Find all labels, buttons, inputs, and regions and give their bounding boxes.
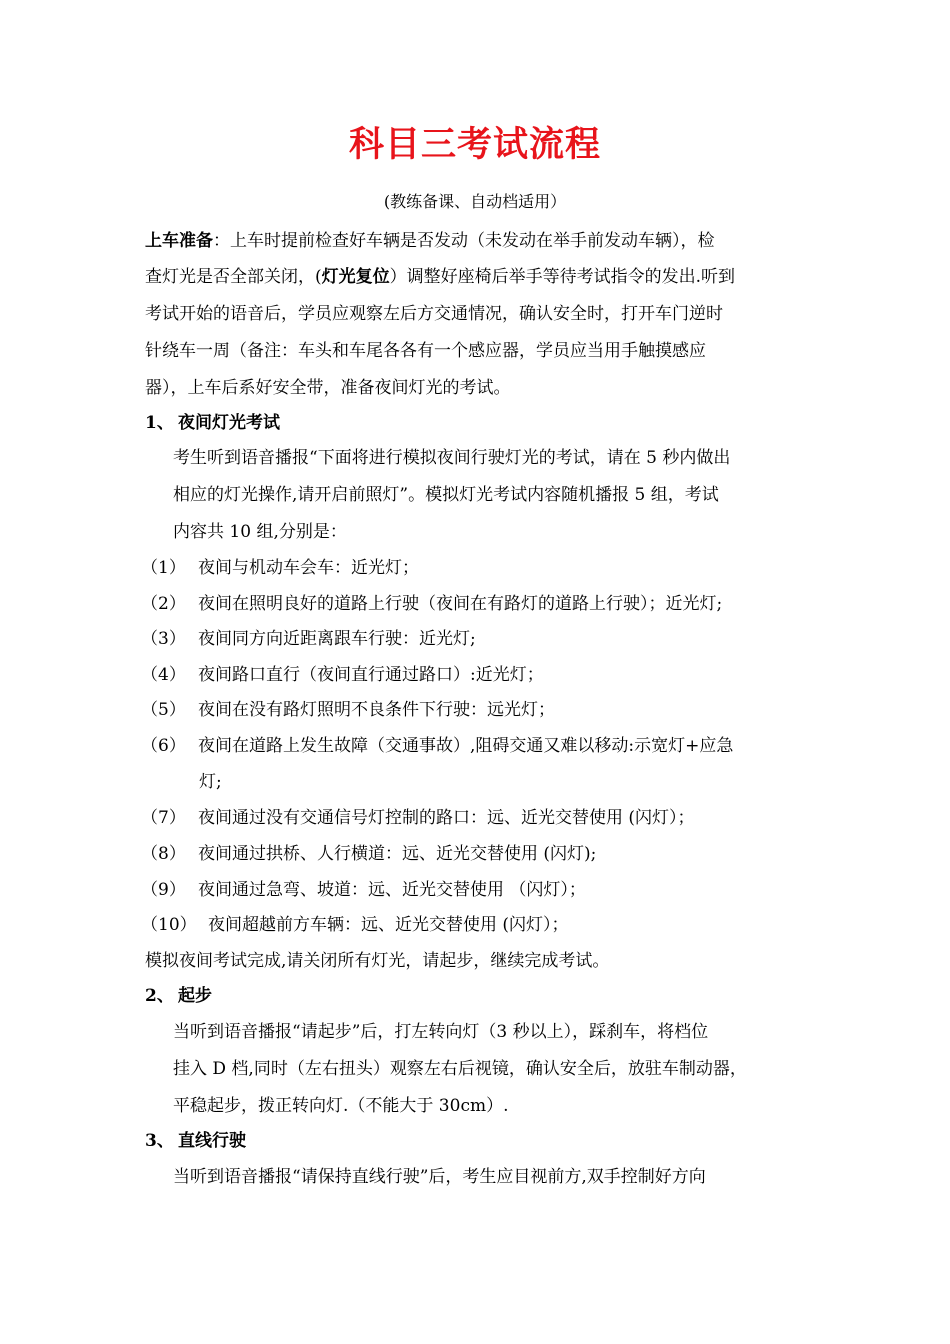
section-2-para-line-1: 当听到语音播报“请起步”后，打左转向灯（3 秒以上），踩刹车，将档位 <box>173 1022 709 1042</box>
prep-line-4: 针绕车一周（备注：车头和车尾各各有一个感应器，学员应当用手触摸感应 <box>145 341 706 361</box>
list-item: （1） 夜间与机动车会车：近光灯； <box>141 558 419 578</box>
section-1-closing: 模拟夜间考试完成,请关闭所有灯光，请起步，继续完成考试。 <box>145 951 610 971</box>
section-2-para-line-3: 平稳起步，拨正转向灯.（不能大于 30cm）. <box>173 1096 509 1116</box>
list-item-continuation: 灯; <box>199 772 222 792</box>
section-1-para-line-2: 相应的灯光操作,请开启前照灯”。模拟灯光考试内容随机播报 5 组，考试 <box>173 485 719 505</box>
document-subtitle: (教练备课、自动档适用） <box>383 192 567 211</box>
list-item: （2） 夜间在照明良好的道路上行驶（夜间在有路灯的道路上行驶）；近光灯; <box>141 594 723 614</box>
section-1-para-line-3: 内容共 10 组,分别是： <box>173 522 347 542</box>
list-item: （9） 夜间通过急弯、坡道：远、近光交替使用 （闪灯）； <box>141 880 586 900</box>
prep-line-1: 上车准备：上车时提前检查好车辆是否发动（未发动在举手前发动车辆），检 <box>145 231 715 251</box>
document-title: 科目三考试流程 <box>348 124 601 165</box>
list-item: （5） 夜间在没有路灯照明不良条件下行驶：远光灯； <box>141 700 555 720</box>
list-item: （4） 夜间路口直行（夜间直行通过路口）:近光灯； <box>141 665 544 685</box>
prep-line-2: 查灯光是否全部关闭，(灯光复位）调整好座椅后举手等待考试指令的发出.听到 <box>145 267 736 287</box>
section-2-para-line-2: 挂入 D 档,同时（左右扭头）观察左右后视镜，确认安全后，放驻车制动器， <box>173 1059 747 1079</box>
light-reset-emphasis: 灯光复位 <box>321 267 390 287</box>
section-3-heading: 3、 直线行驶 <box>145 1131 246 1151</box>
section-1-para-line-1: 考生听到语音播报“下面将进行模拟夜间行驶灯光的考试，请在 5 秒内做出 <box>173 448 731 468</box>
section-1-heading: 1、 夜间灯光考试 <box>145 413 280 433</box>
list-item: （3） 夜间同方向近距离跟车行驶：近光灯; <box>141 629 476 649</box>
list-item: （7） 夜间通过没有交通信号灯控制的路口：远、近光交替使用 (闪灯）； <box>141 808 695 828</box>
prep-line-5: 器），上车后系好安全带，准备夜间灯光的考试。 <box>145 378 511 398</box>
prep-label: 上车准备 <box>145 231 213 251</box>
prep-line-3: 考试开始的语音后，学员应观察左后方交通情况，确认安全时，打开车门逆时 <box>145 304 723 324</box>
section-3-para-line-1: 当听到语音播报“请保持直线行驶”后，考生应目视前方,双手控制好方向 <box>173 1167 706 1187</box>
section-2-heading: 2、 起步 <box>145 986 212 1006</box>
list-item: （8） 夜间通过拱桥、人行横道：远、近光交替使用 (闪灯); <box>141 844 597 864</box>
list-item: （10） 夜间超越前方车辆：远、近光交替使用 (闪灯）； <box>141 915 569 935</box>
list-item: （6） 夜间在道路上发生故障（交通事故）,阻碍交通又难以移动:示宽灯+应急 <box>141 736 734 756</box>
